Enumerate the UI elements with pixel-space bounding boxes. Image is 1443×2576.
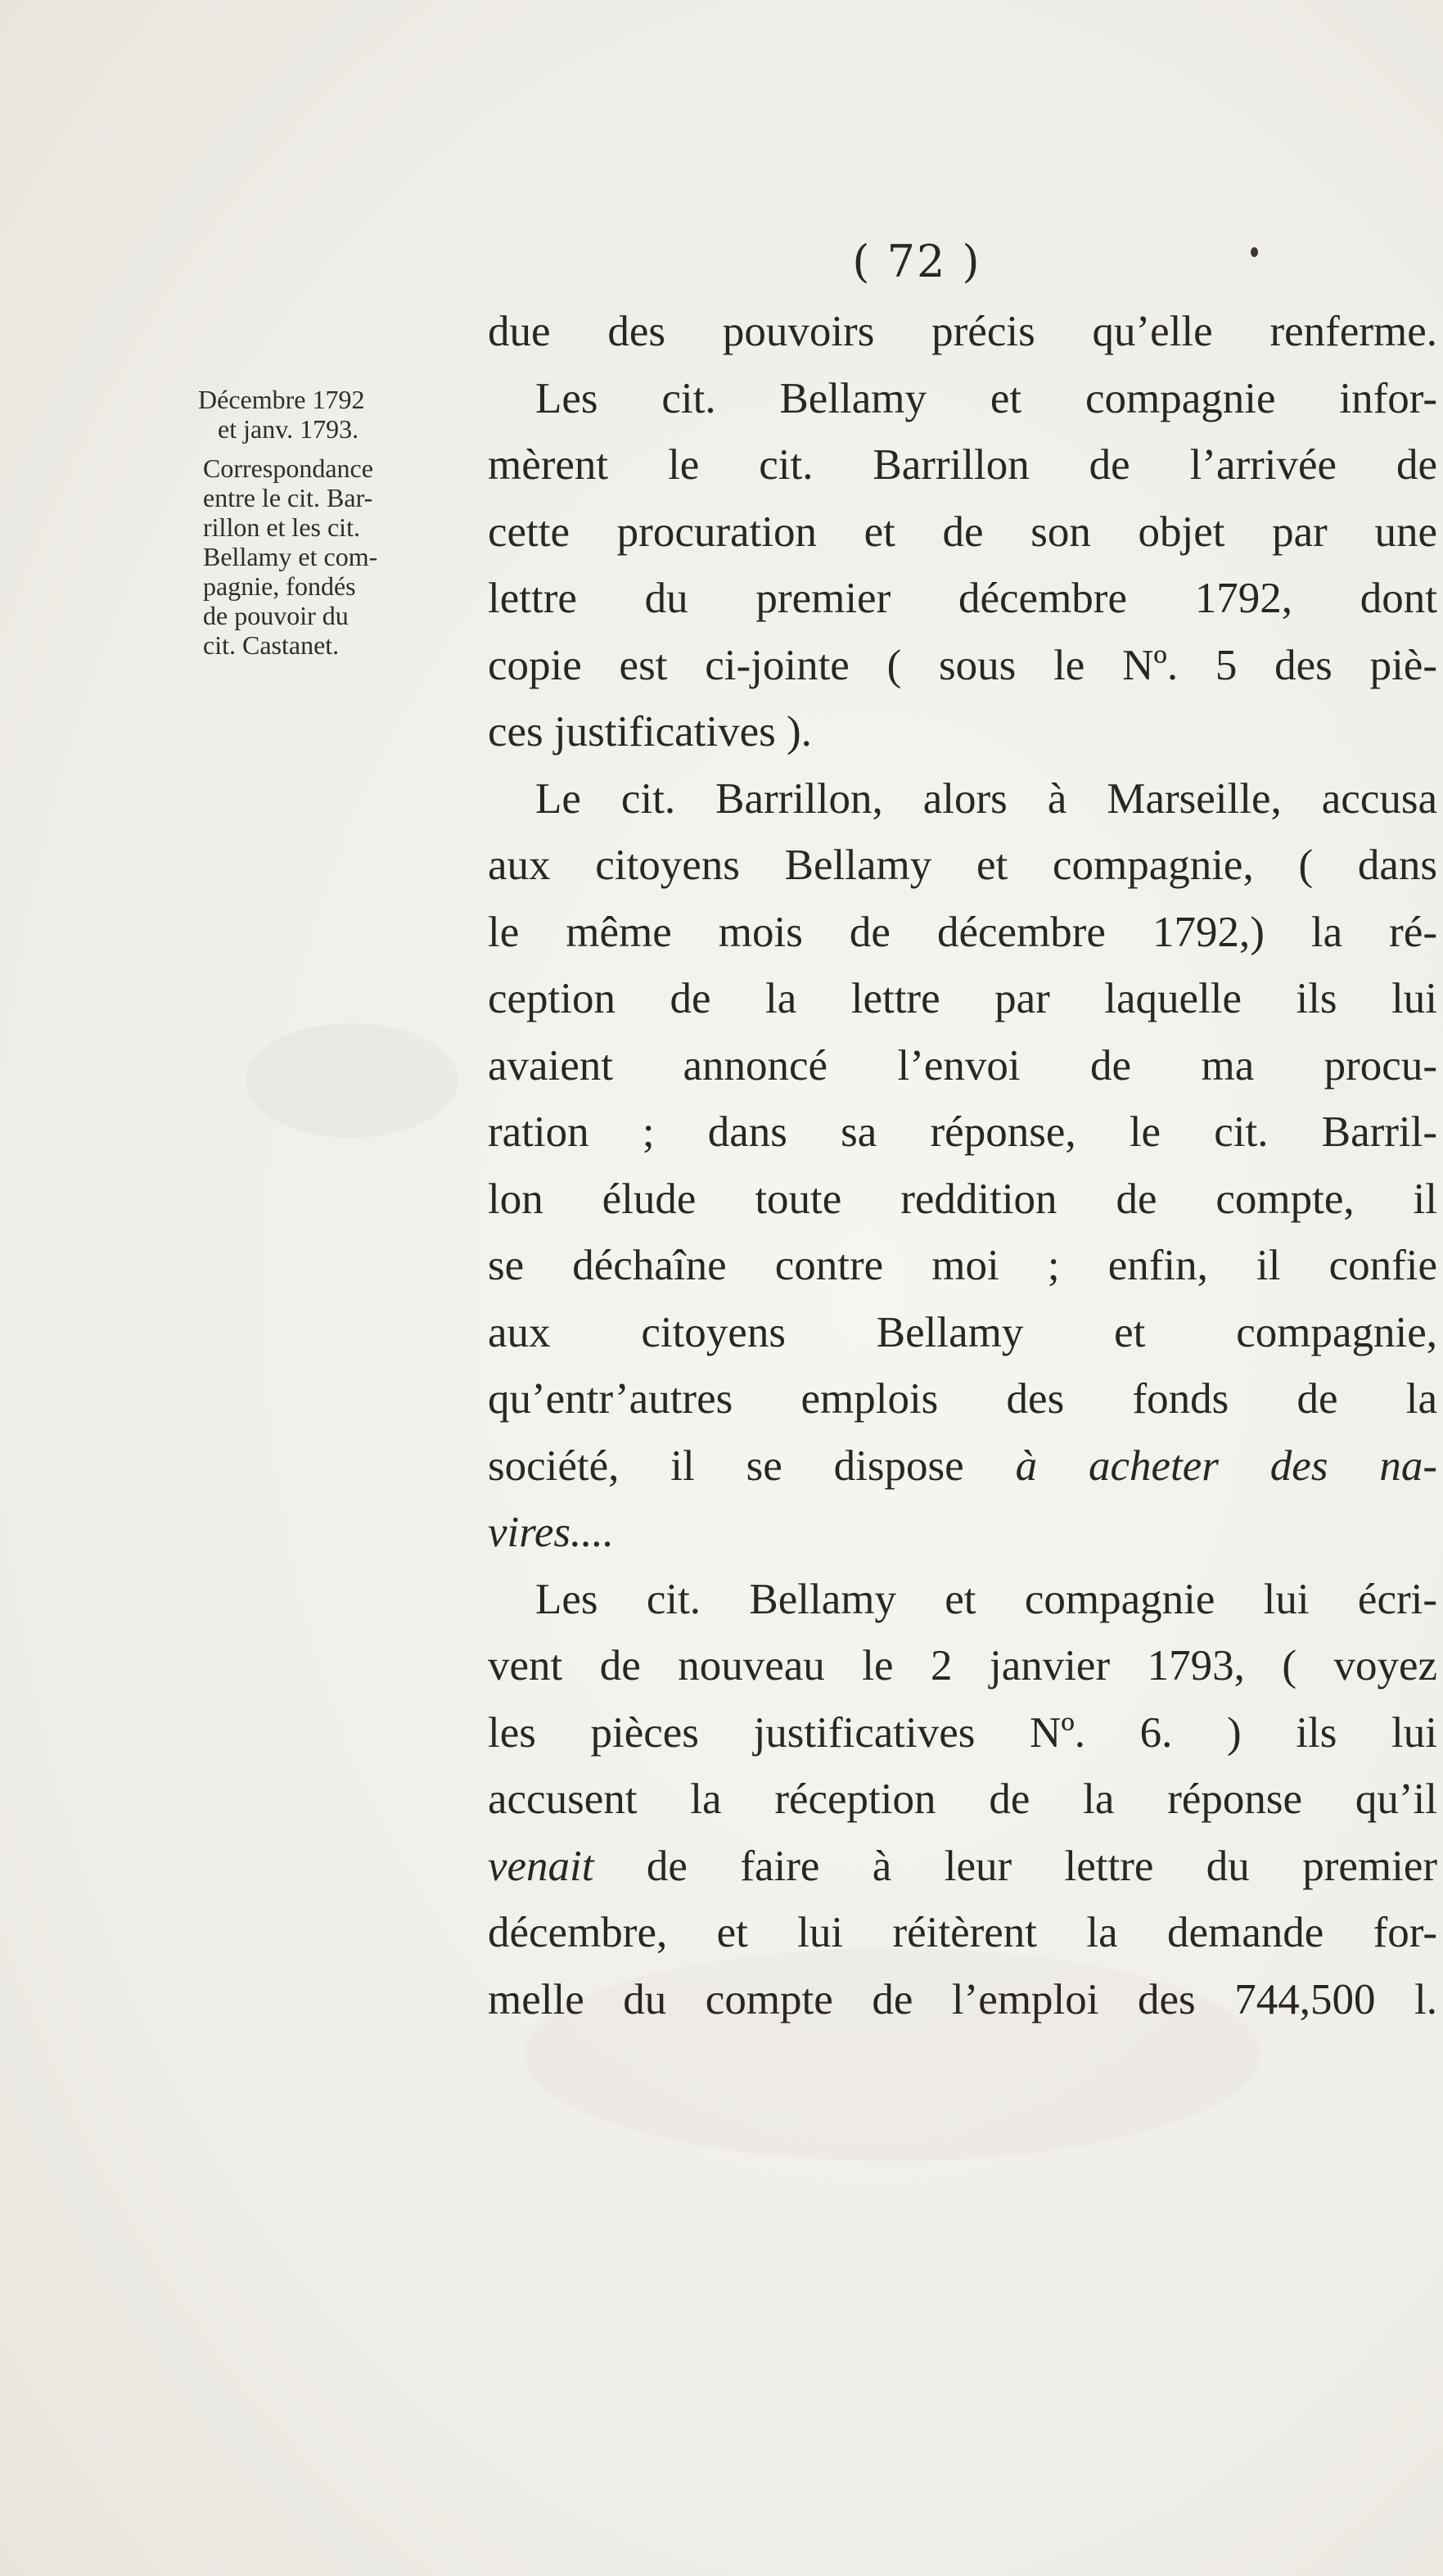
text-line: Le cit. Barrillon, alors à Marseille, accusa [535, 774, 1437, 823]
text-line: melle du compte de l’emploi des 744,500 l. [488, 1975, 1437, 2023]
italic-phrase: venait [488, 1842, 594, 1890]
margin-note [147, 385, 458, 660]
text-line: vent de nouveau le 2 janvier 1793, ( voyez [488, 1642, 1437, 1690]
body-text [488, 299, 1437, 2033]
margin-note-line: Décembre 1792 [198, 385, 365, 414]
text-line [488, 1500, 1437, 1567]
text-line: cette procuration et de son objet par une [488, 508, 1437, 556]
text-line: accusent la réception de la réponse qu’il [488, 1775, 1437, 1823]
text-line: mèrent le cit. Barrillon de l’arrivée de [488, 441, 1437, 489]
page-number: ( 72 ) [852, 236, 981, 287]
margin-note-line: et janv. 1793. [218, 414, 359, 444]
text-line: copie est ci-jointe ( sous le Nº. 5 des piè- [488, 641, 1437, 689]
paper-stain [246, 1023, 458, 1138]
text-line: ration ; dans sa réponse, le cit. Barril- [488, 1108, 1437, 1156]
italic-phrase: vires.... [488, 1509, 615, 1556]
text-line: lettre du premier décembre 1792, dont [488, 575, 1437, 622]
text-line: lon élude toute reddition de compte, il [488, 1175, 1437, 1223]
text-line: avaient annoncé l’envoi de ma procu- [488, 1041, 1437, 1089]
margin-note-line: Bellamy et com- [203, 542, 378, 571]
text-line: aux citoyens Bellamy et compagnie, ( dans [488, 841, 1437, 889]
text-line: ces justificatives ). [488, 708, 812, 756]
text-line: se déchaîne contre moi ; enfin, il confie [488, 1242, 1437, 1289]
text-line: les pièces justificatives Nº. 6. ) ils lui [488, 1708, 1437, 1757]
margin-note-line: de pouvoir du [203, 601, 349, 630]
text-line: Les cit. Bellamy et compagnie infor- [535, 374, 1437, 422]
margin-note-line: entre le cit. Bar- [203, 483, 373, 512]
text-line: Les cit. Bellamy et compagnie lui écri- [535, 1575, 1437, 1623]
text-line: ception de la lettre par laquelle ils lui [488, 975, 1437, 1022]
italic-phrase: à acheter des na- [1015, 1441, 1438, 1490]
text-segment: société, il se dispose [488, 1441, 964, 1490]
text-line: décembre, et lui réitèrent la demande for- [488, 1909, 1437, 1956]
margin-note-line: rillon et les cit. [203, 512, 360, 542]
text-line: aux citoyens Bellamy et compagnie, [488, 1308, 1437, 1356]
ink-speck [1251, 247, 1258, 257]
text-segment: de faire à leur lettre du premier [646, 1842, 1438, 1890]
margin-note-line: cit. Castanet. [203, 630, 340, 660]
text-line: qu’entr’autres emplois des fonds de la [488, 1375, 1437, 1423]
margin-note-line: pagnie, fondés [203, 571, 356, 601]
text-line: le même mois de décembre 1792,) la ré- [488, 908, 1437, 956]
text-line: due des pouvoirs précis qu’elle renferme. [488, 308, 1437, 355]
text-line [488, 1433, 1437, 1500]
text-line [488, 1834, 1437, 1901]
margin-note-line: Correspondance [203, 453, 373, 483]
